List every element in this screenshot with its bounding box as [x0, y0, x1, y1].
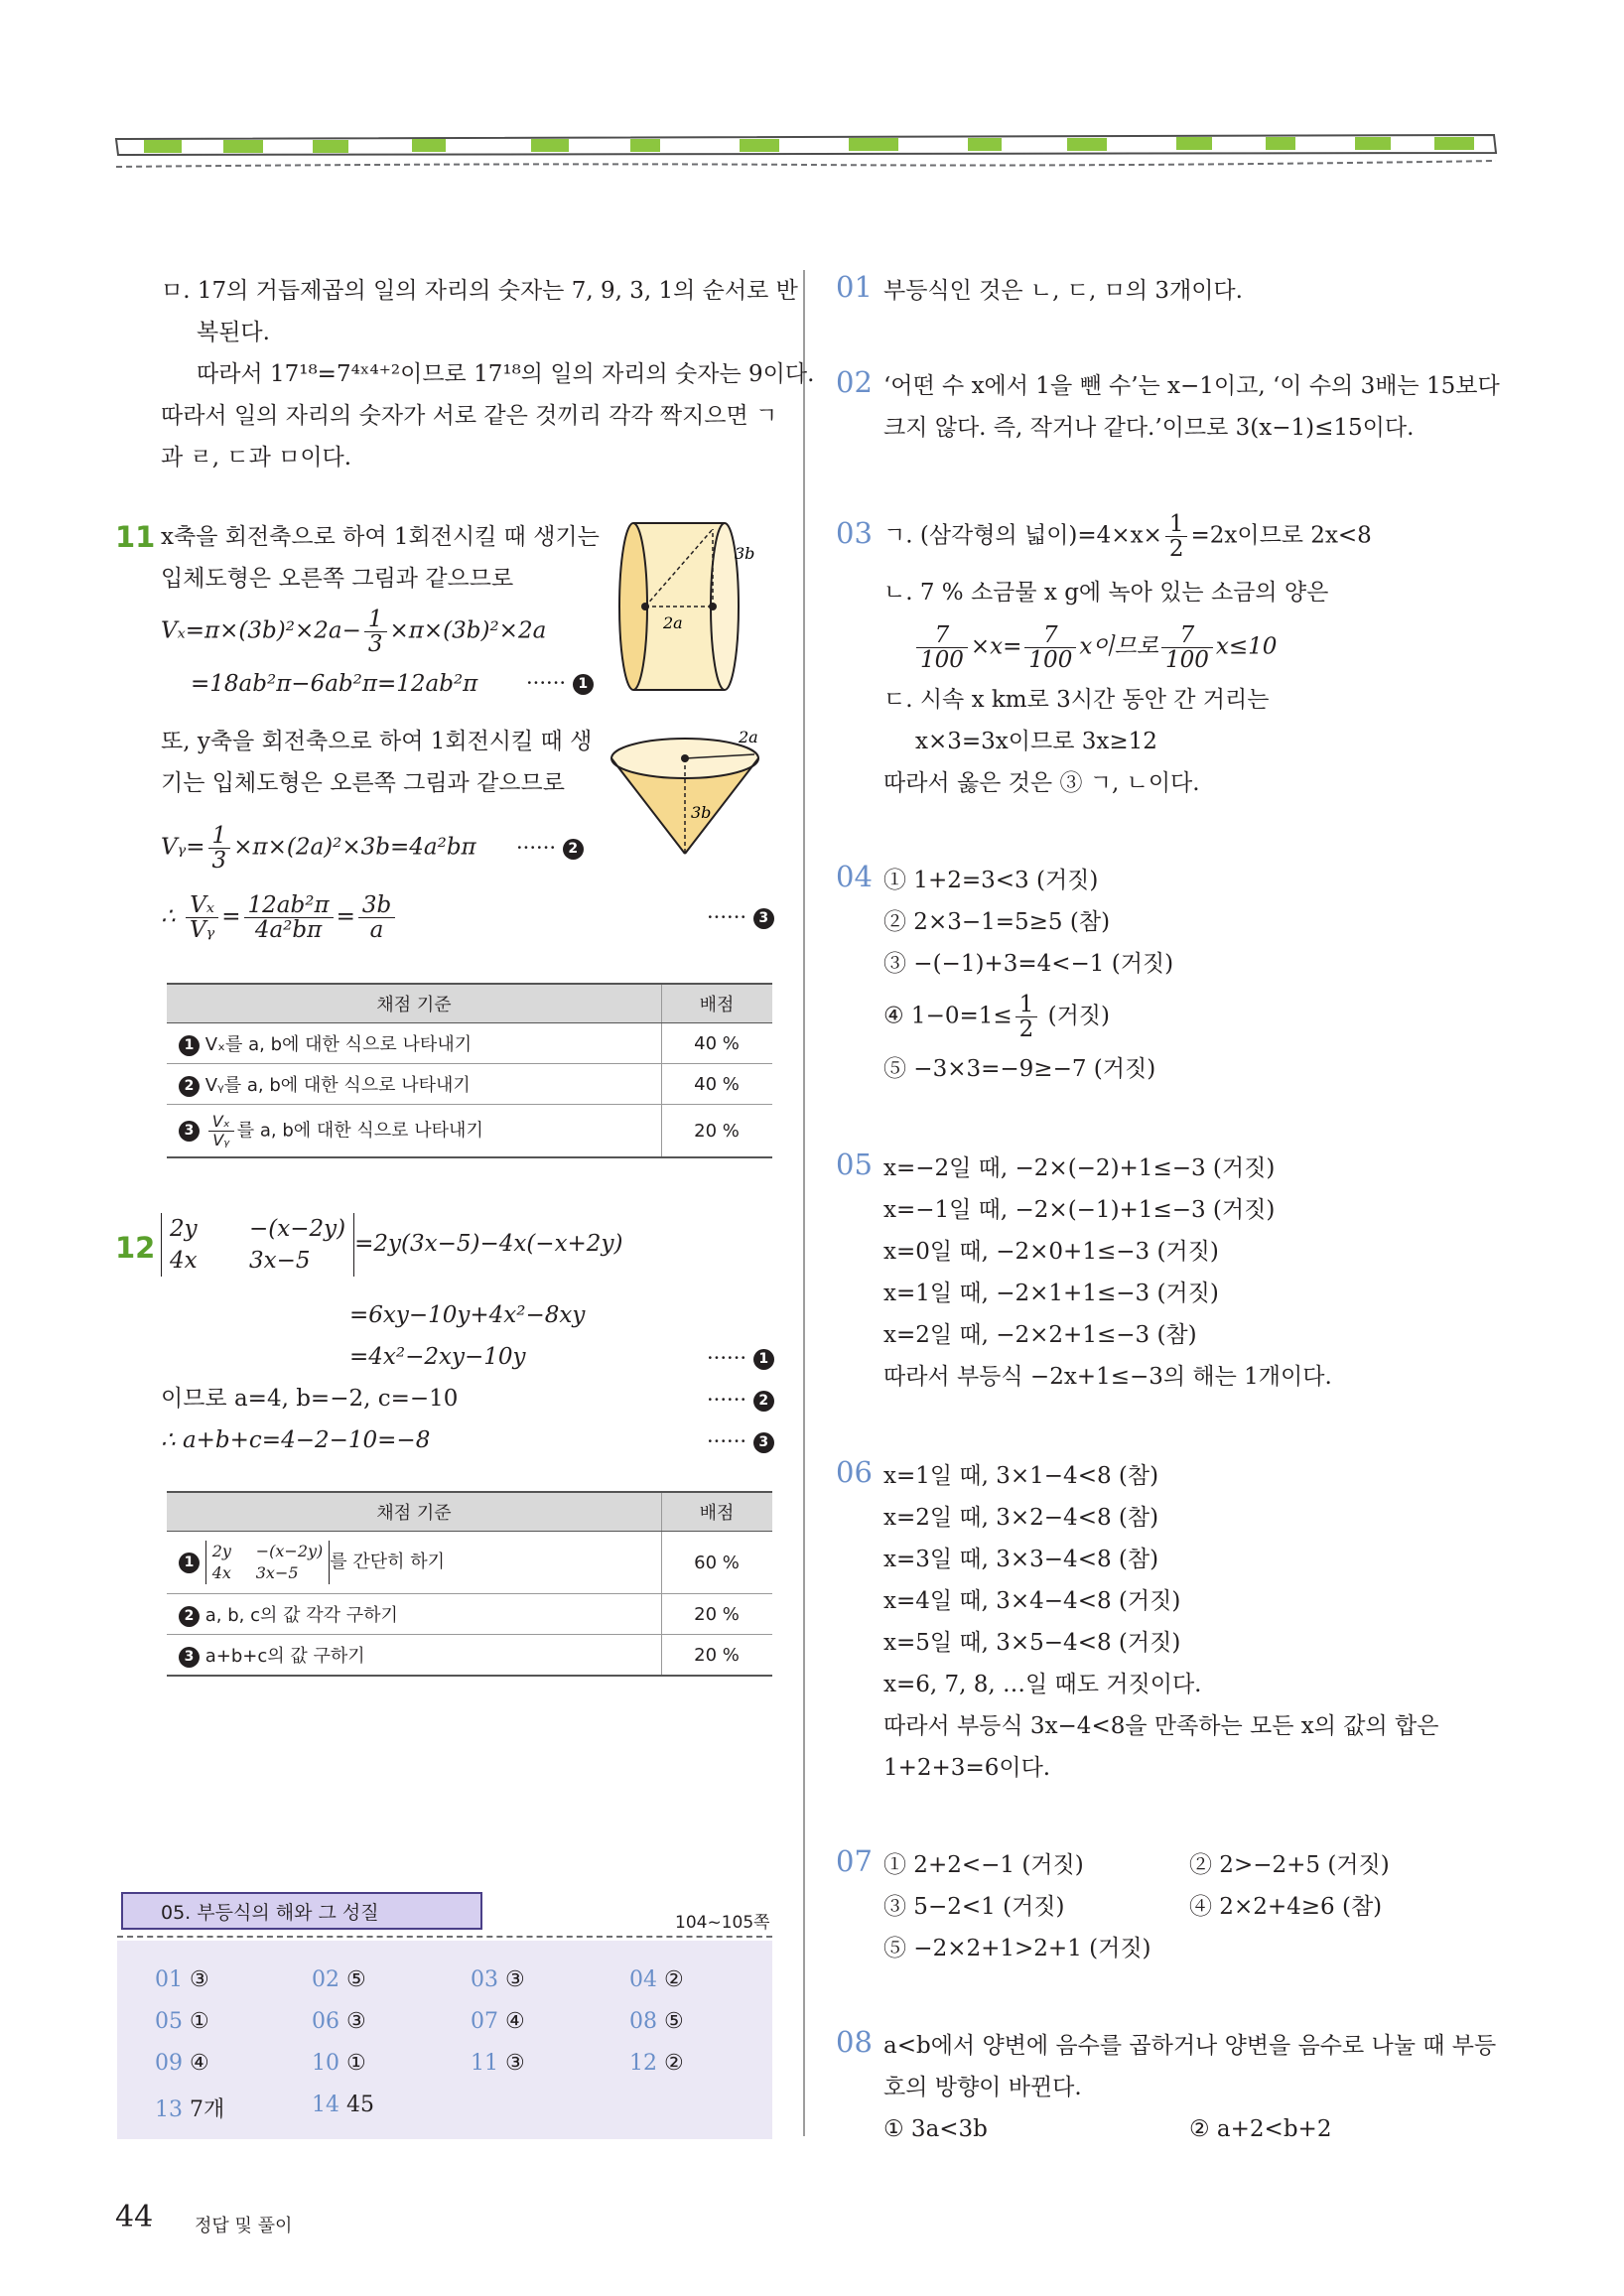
- step-circle-3: 3: [179, 1647, 200, 1668]
- cone-figure: [606, 725, 774, 864]
- q03-frac-den: 2: [1168, 536, 1184, 562]
- ratio-frac-2: [244, 893, 334, 942]
- q03-frac-num: 1: [1165, 512, 1188, 537]
- answer-key-title: 05. 부등식의 해와 그 성질: [161, 1902, 379, 1924]
- answer-item: [312, 1967, 366, 1992]
- table-header-row: [167, 1492, 772, 1532]
- step-circle-3: 3: [179, 1121, 200, 1142]
- step-marker-3a: [707, 905, 774, 929]
- p12-eq1: [161, 1213, 622, 1277]
- dots: ······: [707, 905, 747, 929]
- p12-line-3: =4x²−2xy−10y: [349, 1344, 526, 1370]
- q08-line-1: a<b에서 양변에 음수를 곱하거나 양변을 음수로 나눌 때 부등: [883, 2033, 1497, 2059]
- q07-choice-1: ① 2+2<−1 (거짓): [883, 1852, 1084, 1878]
- q04-line-1: ① 1+2=3<3 (거짓): [883, 868, 1099, 893]
- question-number-07: 07: [836, 1844, 873, 1878]
- table-row: [167, 1532, 772, 1594]
- points-cell: 40 %: [662, 1064, 773, 1105]
- ratio-1-den: Vᵧ: [189, 917, 215, 943]
- answer-item: [155, 2009, 209, 2034]
- answer-item: [471, 2051, 525, 2076]
- p12-eq4: [161, 1378, 458, 1419]
- q04-l4a: ④ 1−0=1≤: [883, 1003, 1013, 1029]
- q06-line: 따라서 부등식 3x−4<8을 만족하는 모든 x의 값의 합은: [883, 1713, 1439, 1739]
- answer-num: 09: [155, 2051, 183, 2076]
- q03-line-1: [883, 512, 1372, 561]
- intro-line-1: ㅁ. 17의 거듭제곱의 일의 자리의 숫자는 7, 9, 3, 1의 순서로 반: [161, 278, 798, 304]
- answer-num: 14: [312, 2093, 339, 2117]
- step-circle-3: 3: [753, 908, 774, 929]
- q08-line-2: 호의 방향이 바뀐다.: [883, 2075, 1082, 2100]
- criteria-cell: [167, 1594, 662, 1635]
- answer-val: 45: [346, 2093, 374, 2117]
- p11-line-1: x축을 회전축으로 하여 1회전시킬 때 생기는: [161, 524, 600, 550]
- header-criteria: 채점 기준: [167, 1492, 662, 1532]
- p11-vx: [161, 608, 546, 656]
- answer-num: 06: [312, 2009, 339, 2034]
- q03-line-3: [913, 623, 1277, 672]
- q06-line: x=3일 때, 3×3−4<8 (참): [883, 1547, 1159, 1572]
- q03-frac-3: [1161, 623, 1213, 672]
- answer-item: [471, 2009, 525, 2034]
- header-points: 배점: [662, 984, 773, 1023]
- answer-val: ③: [346, 2009, 366, 2034]
- answer-num: 11: [471, 2051, 498, 2076]
- answer-item: [629, 2009, 684, 2034]
- q08-choice-1: ① 3a<3b: [883, 2116, 988, 2142]
- ratio-mini-num: Vₓ: [208, 1113, 234, 1132]
- p12-line-2: =6xy−10y+4x²−8xy: [349, 1302, 586, 1328]
- step-circle-1: 1: [573, 674, 594, 695]
- p12-line-1: =2y(3x−5)−4x(−x+2y): [354, 1231, 623, 1257]
- p11-vx-2: [191, 663, 477, 705]
- step-circle-3: 3: [753, 1432, 774, 1453]
- q07-choice-4: ④ 2×2+4≥6 (참): [1189, 1894, 1383, 1920]
- step-circle-1: 1: [179, 1553, 200, 1573]
- answer-val: ①: [346, 2051, 366, 2076]
- step-marker-3b: [707, 1429, 774, 1453]
- q03-f2-den: 100: [1028, 647, 1073, 673]
- intro-line-2: 복된다.: [197, 320, 270, 345]
- cylinder-figure: [615, 511, 764, 700]
- intro-text: [161, 270, 814, 478]
- criteria-text: Vₓ를 a, b에 대한 식으로 나타내기: [204, 1034, 473, 1055]
- answer-val: ②: [664, 1967, 684, 1992]
- question-number-08: 08: [836, 2025, 873, 2059]
- det-a22: 3x−5: [255, 1563, 299, 1582]
- q03-l1a: ㄱ. (삼각형의 넓이)=4×x×: [883, 522, 1162, 549]
- answer-val: ⑤: [664, 2009, 684, 2034]
- q05-line: x=2일 때, −2×2+1≤−3 (참): [883, 1322, 1197, 1348]
- det-a12: −(x−2y): [255, 1542, 324, 1560]
- q04-text: [883, 860, 1173, 985]
- p11-text-2: [161, 721, 592, 804]
- column-divider: [803, 270, 805, 2136]
- header-points: 배점: [662, 1492, 773, 1532]
- criteria-text: 를 간단히 하기: [330, 1552, 446, 1572]
- answer-item: [471, 1967, 525, 1992]
- answer-num: 07: [471, 2009, 498, 2034]
- fig1-label-3b: 3b: [735, 544, 755, 563]
- answer-val: 7개: [190, 2097, 225, 2122]
- dots: ······: [526, 671, 567, 695]
- q03-f3-den: 100: [1164, 647, 1209, 673]
- q05-line: x=1일 때, −2×1+1≤−3 (거짓): [883, 1281, 1219, 1306]
- criteria-text: a, b, c의 값 각각 구하기: [204, 1605, 398, 1626]
- question-number-05: 05: [836, 1148, 873, 1181]
- answer-item: [312, 2093, 374, 2117]
- vy-fraction-den: 3: [211, 848, 227, 874]
- q06-line: x=4일 때, 3×4−4<8 (거짓): [883, 1588, 1181, 1614]
- q03-l1b: =2x이므로 2x<8: [1190, 522, 1372, 549]
- page-number: 44: [115, 2200, 154, 2234]
- det-a12: −(x−2y): [249, 1216, 346, 1242]
- det-a21: 4x: [170, 1248, 198, 1274]
- answer-item: [312, 2009, 366, 2034]
- answer-val: ②: [664, 2051, 684, 2076]
- step-circle-1: 1: [179, 1035, 200, 1056]
- header-decoration: [114, 127, 1499, 172]
- q08-choice-2: ② a+2<b+2: [1189, 2116, 1332, 2142]
- ratio-2-num: 12ab²π: [244, 893, 334, 918]
- q01-text: 부등식인 것은 ㄴ, ㄷ, ㅁ의 3개이다.: [883, 278, 1243, 304]
- p11-vy: [161, 824, 476, 873]
- answer-num: 05: [155, 2009, 183, 2034]
- q03-f1-den: 100: [920, 647, 964, 673]
- p11-text: [161, 516, 600, 600]
- q06-line: x=6, 7, 8, …일 때도 거짓이다.: [883, 1672, 1202, 1697]
- answer-num: 08: [629, 2009, 657, 2034]
- question-number-04: 04: [836, 860, 873, 893]
- intro-line-5: 과 ㄹ, ㄷ과 ㅁ이다.: [161, 445, 352, 471]
- answer-val: ④: [190, 2051, 209, 2076]
- points-cell: 20 %: [662, 1105, 773, 1158]
- ratio-frac-1: [186, 893, 218, 942]
- p12-eq2: [349, 1294, 585, 1336]
- answer-item: [155, 2093, 224, 2123]
- det-a21: 4x: [211, 1563, 231, 1582]
- p11-line-3: 또, y축을 회전축으로 하여 1회전시킬 때 생: [161, 729, 593, 754]
- problem-number-12: 12: [115, 1231, 156, 1265]
- q06-line: x=1일 때, 3×1−4<8 (참): [883, 1463, 1159, 1489]
- q03-l3b: x이므로: [1079, 633, 1158, 660]
- ratio-2-den: 4a²bπ: [254, 917, 323, 943]
- p11-ratio: ∴ $\frac{\text{Vₓ}}{\text{Vᵧ}}$ = $\frac{\text{12ab²π}}{\text{4a²bπ}}$ = $\frac{3b}{a}$: [161, 893, 398, 942]
- q02-text: [883, 365, 1500, 449]
- answer-item: [312, 2051, 366, 2076]
- answer-item: [155, 2051, 209, 2076]
- table-row: [167, 1635, 772, 1677]
- answer-val: ③: [190, 1967, 209, 1992]
- fig2-label-2a: 2a: [739, 728, 758, 746]
- q05-text: [883, 1148, 1332, 1398]
- q05-line: 따라서 부등식 −2x+1≤−3의 해는 1개이다.: [883, 1364, 1332, 1390]
- p12-eq3: [349, 1336, 526, 1378]
- vy-lhs: Vᵧ=: [161, 834, 205, 861]
- answer-num: 02: [312, 1967, 339, 1992]
- answer-val: ①: [190, 2009, 209, 2034]
- det-a11: 2y: [170, 1216, 198, 1242]
- answer-key-title-box: [121, 1892, 482, 1930]
- p11-line-4: 기는 입체도형은 오른쪽 그림과 같으므로: [161, 770, 565, 796]
- criteria-cell: [167, 1064, 662, 1105]
- dots: ······: [707, 1346, 747, 1370]
- determinant-mini: [205, 1541, 331, 1584]
- q04-line-5: ⑤ −3×3=−9≥−7 (거짓): [883, 1056, 1156, 1082]
- scoring-table-11: [167, 983, 772, 1158]
- footer-label: 정답 및 풀이: [195, 2216, 293, 2236]
- fig1-label-2a: 2a: [663, 613, 683, 632]
- criteria-text: 를 a, b에 대한 식으로 나타내기: [236, 1120, 483, 1141]
- scoring-table-12: [167, 1491, 772, 1677]
- q04-frac-den: 2: [1018, 1016, 1034, 1042]
- q07-choice-2: ② 2>−2+5 (거짓): [1189, 1852, 1390, 1878]
- q07-choice-3: ③ 5−2<1 (거짓): [883, 1894, 1065, 1920]
- q06-line: 1+2+3=6이다.: [883, 1755, 1051, 1781]
- answer-item: [155, 1967, 209, 1992]
- dots: ······: [707, 1388, 747, 1412]
- det-a22: 3x−5: [249, 1248, 311, 1274]
- q05-line: x=−2일 때, −2×(−2)+1≤−3 (거짓): [883, 1155, 1276, 1181]
- step-circle-2: 2: [179, 1606, 200, 1627]
- question-number-03: 03: [836, 516, 873, 550]
- vx-fraction: [364, 608, 387, 656]
- fig2-label-3b: 3b: [691, 803, 712, 822]
- q04-line-4: [883, 993, 1110, 1041]
- dots: ······: [516, 836, 557, 860]
- q05-line: x=−1일 때, −2×(−1)+1≤−3 (거짓): [883, 1197, 1276, 1223]
- vx-fraction-den: 3: [367, 631, 383, 657]
- q08-text: [883, 2025, 1496, 2108]
- table-row: [167, 1594, 772, 1635]
- criteria-cell: [167, 1105, 662, 1158]
- q04-line-2: ② 2×3−1=5≥5 (참): [883, 909, 1111, 935]
- step-marker-1b: [707, 1346, 774, 1370]
- vx-rhs: ×π×(3b)²×2a: [389, 617, 547, 644]
- determinant: [161, 1213, 354, 1277]
- q04-line-3: ③ −(−1)+3=4<−1 (거짓): [883, 951, 1174, 977]
- answer-key-pages: 104~105쪽: [675, 1913, 770, 1933]
- step-marker-2b: [707, 1388, 774, 1412]
- vy-fraction-num: 1: [208, 824, 231, 849]
- step-marker-2a: [516, 836, 584, 860]
- q03-line-5: x×3=3x이므로 3x≥12: [915, 729, 1157, 754]
- criteria-text: Vᵧ를 a, b에 대한 식으로 나타내기: [204, 1075, 471, 1096]
- q05-line: x=0일 때, −2×0+1≤−3 (거짓): [883, 1239, 1219, 1265]
- q06-text: [883, 1455, 1439, 1789]
- q03-l3a: ×x=: [970, 633, 1022, 660]
- vx-fraction-num: 1: [364, 608, 387, 632]
- vy-rhs: ×π×(2a)²×3b=4a²bπ: [233, 834, 476, 861]
- step-circle-2: 2: [753, 1391, 774, 1412]
- answer-val: ③: [505, 2051, 525, 2076]
- ratio-3-den: a: [369, 917, 384, 943]
- step-circle-1: 1: [753, 1349, 774, 1370]
- q03-line-6: 따라서 옳은 것은 ③ ㄱ, ㄴ이다.: [883, 770, 1200, 796]
- header-criteria: 채점 기준: [167, 984, 662, 1023]
- q03-f1-num: 7: [916, 623, 968, 648]
- answer-num: 10: [312, 2051, 339, 2076]
- criteria-cell: [167, 1532, 662, 1594]
- answer-num: 04: [629, 1967, 657, 1992]
- q06-line: x=5일 때, 3×5−4<8 (거짓): [883, 1630, 1181, 1656]
- answer-val: ③: [505, 1967, 525, 1992]
- q07-choice-5: ⑤ −2×2+1>2+1 (거짓): [883, 1936, 1151, 1961]
- vx-line-2: =18ab²π−6ab²π=12ab²π: [191, 671, 478, 697]
- question-number-01: 01: [836, 270, 873, 304]
- answer-num: 01: [155, 1967, 183, 1992]
- question-number-02: 02: [836, 365, 873, 399]
- q03-f3-num: 7: [1161, 623, 1213, 648]
- det-a11: 2y: [211, 1542, 231, 1560]
- q04-frac-half: [1015, 993, 1038, 1041]
- answer-item: [629, 2051, 684, 2076]
- q04-l4b: (거짓): [1040, 1003, 1110, 1029]
- q03-frac-half: [1165, 512, 1188, 561]
- ratio-frac-3: [358, 893, 395, 942]
- problem-number-11: 11: [115, 520, 156, 554]
- dots: ······: [707, 1429, 747, 1453]
- ratio-3-num: 3b: [358, 893, 395, 918]
- intro-line-3: 따라서 17¹⁸=7⁴ˣ⁴⁺²이므로 17¹⁸의 일의 자리의 숫자는 9이다.: [197, 361, 815, 387]
- ratio-mini: [208, 1113, 234, 1149]
- step-marker-1a: [526, 671, 594, 695]
- p12-line-5: ∴ a+b+c=4−2−10=−8: [161, 1427, 431, 1453]
- answer-val: ④: [505, 2009, 525, 2034]
- points-cell: 40 %: [662, 1023, 773, 1064]
- answer-val: ⑤: [346, 1967, 366, 1992]
- points-cell: 60 %: [662, 1532, 773, 1594]
- answer-num: 12: [629, 2051, 657, 2076]
- table-header-row: [167, 984, 772, 1023]
- vx-lhs: Vₓ=π×(3b)²×2a−: [161, 617, 361, 644]
- p12-line-4: 이므로 a=4, b=−2, c=−10: [161, 1386, 459, 1412]
- q03-frac-1: [916, 623, 968, 672]
- points-cell: 20 %: [662, 1594, 773, 1635]
- q03-frac-2: [1024, 623, 1076, 672]
- ratio-mini-den: Vᵧ: [212, 1130, 230, 1149]
- p11-line-2: 입체도형은 오른쪽 그림과 같으므로: [161, 566, 514, 592]
- q02-line-1: ‘어떤 수 x에서 1을 뺀 수’는 x−1이고, ‘이 수의 3배는 15보다: [883, 373, 1500, 399]
- criteria-cell: [167, 1023, 662, 1064]
- q02-line-2: 크지 않다. 즉, 작거나 같다.’이므로 3(x−1)≤15이다.: [883, 415, 1415, 441]
- criteria-text: a+b+c의 값 구하기: [204, 1646, 365, 1667]
- answer-num: 03: [471, 1967, 498, 1992]
- q03-line-2: ㄴ. 7 % 소금물 x g에 녹아 있는 소금의 양은: [883, 580, 1329, 606]
- q03-l3c: x≤10: [1215, 633, 1278, 660]
- therefore: ∴: [161, 903, 176, 930]
- table-row: [167, 1105, 772, 1158]
- table-row: [167, 1023, 772, 1064]
- vy-fraction: [208, 824, 231, 873]
- table-row: [167, 1064, 772, 1105]
- q03-line-4: ㄷ. 시속 x km로 3시간 동안 간 거리는: [883, 687, 1270, 713]
- points-cell: 20 %: [662, 1635, 773, 1677]
- criteria-cell: [167, 1635, 662, 1677]
- q04-frac-num: 1: [1015, 993, 1038, 1017]
- question-number-06: 06: [836, 1455, 873, 1489]
- p12-eq5: [161, 1419, 430, 1461]
- answer-item: [629, 1967, 684, 1992]
- step-circle-2: 2: [563, 839, 584, 860]
- step-circle-2: 2: [179, 1076, 200, 1097]
- ratio-1-num: Vₓ: [186, 893, 218, 918]
- answer-num: 13: [155, 2097, 183, 2122]
- q03-f2-num: 7: [1024, 623, 1076, 648]
- intro-line-4: 따라서 일의 자리의 숫자가 서로 같은 것끼리 각각 짝지으면 ㄱ: [161, 403, 778, 429]
- q06-line: x=2일 때, 3×2−4<8 (참): [883, 1505, 1159, 1531]
- answer-key-rule: [117, 1936, 772, 1938]
